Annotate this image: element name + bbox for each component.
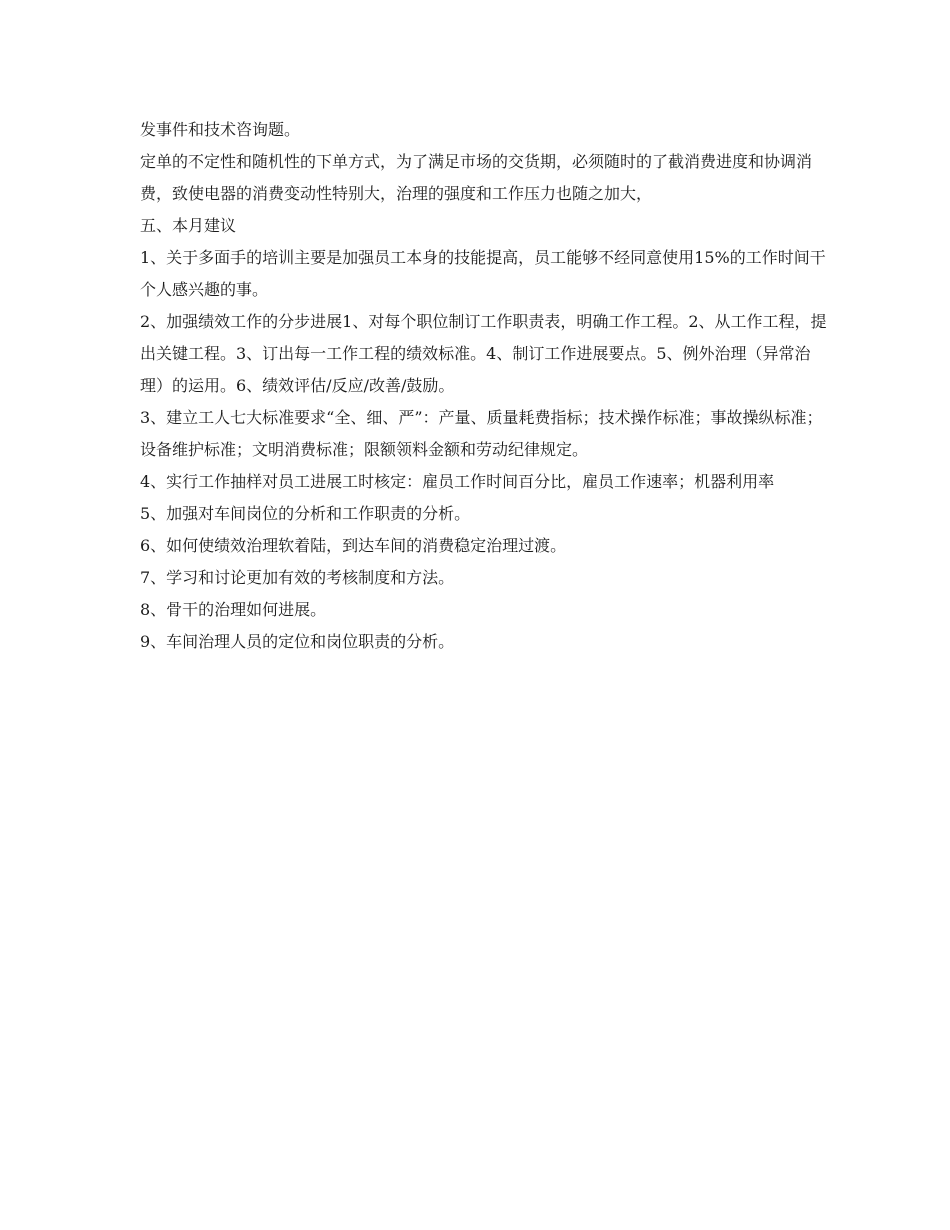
section-heading: 五、本月建议: [140, 216, 237, 235]
list-item-1: 1、关于多面手的培训主要是加强员工本身的技能提高，员工能够不经同意使用15%的工作时间干个人感兴趣的事。: [140, 248, 826, 299]
list-item-4: 4、实行工作抽样对员工进展工时核定：雇员工作时间百分比，雇员工作速率；机器利用率: [140, 472, 775, 491]
list-item-5: 5、加强对车间岗位的分析和工作职责的分析。: [140, 504, 471, 523]
list-item-9: 9、车间治理人员的定位和岗位职责的分析。: [140, 632, 455, 651]
list-item-8: 8、骨干的治理如何进展。: [140, 600, 327, 619]
list-item-6: 6、如何使绩效治理软着陆，到达车间的消费稳定治理过渡。: [140, 536, 567, 555]
document-body: [140, 114, 830, 658]
list-item-3: 3、建立工人七大标准要求“全、细、严”：产量、质量耗费指标；技术操作标准；事故操纵标准；设备维护标准；文明消费标准；限额领料金额和劳动纪律规定。: [140, 408, 823, 459]
paragraph-continuation: 发事件和技术咨询题。: [140, 120, 301, 139]
list-item-7: 7、学习和讨论更加有效的考核制度和方法。: [140, 568, 455, 587]
paragraph-order-issues: 定单的不定性和随机性的下单方式，为了满足市场的交货期，必须随时的了截消费进度和协调消费，致使电器的消费变动性特别大，治理的强度和工作压力也随之加大，: [140, 152, 813, 203]
list-item-2: 2、加强绩效工作的分步进展1、对每个职位制订工作职责表，明确工作工程。2、从工作工程，提出关键工程。3、订出每一工作工程的绩效标准。4、制订工作进展要点。5、例外治理（异常治理）的运用。6、绩效评估/反应/改善/鼓励。: [140, 312, 827, 395]
